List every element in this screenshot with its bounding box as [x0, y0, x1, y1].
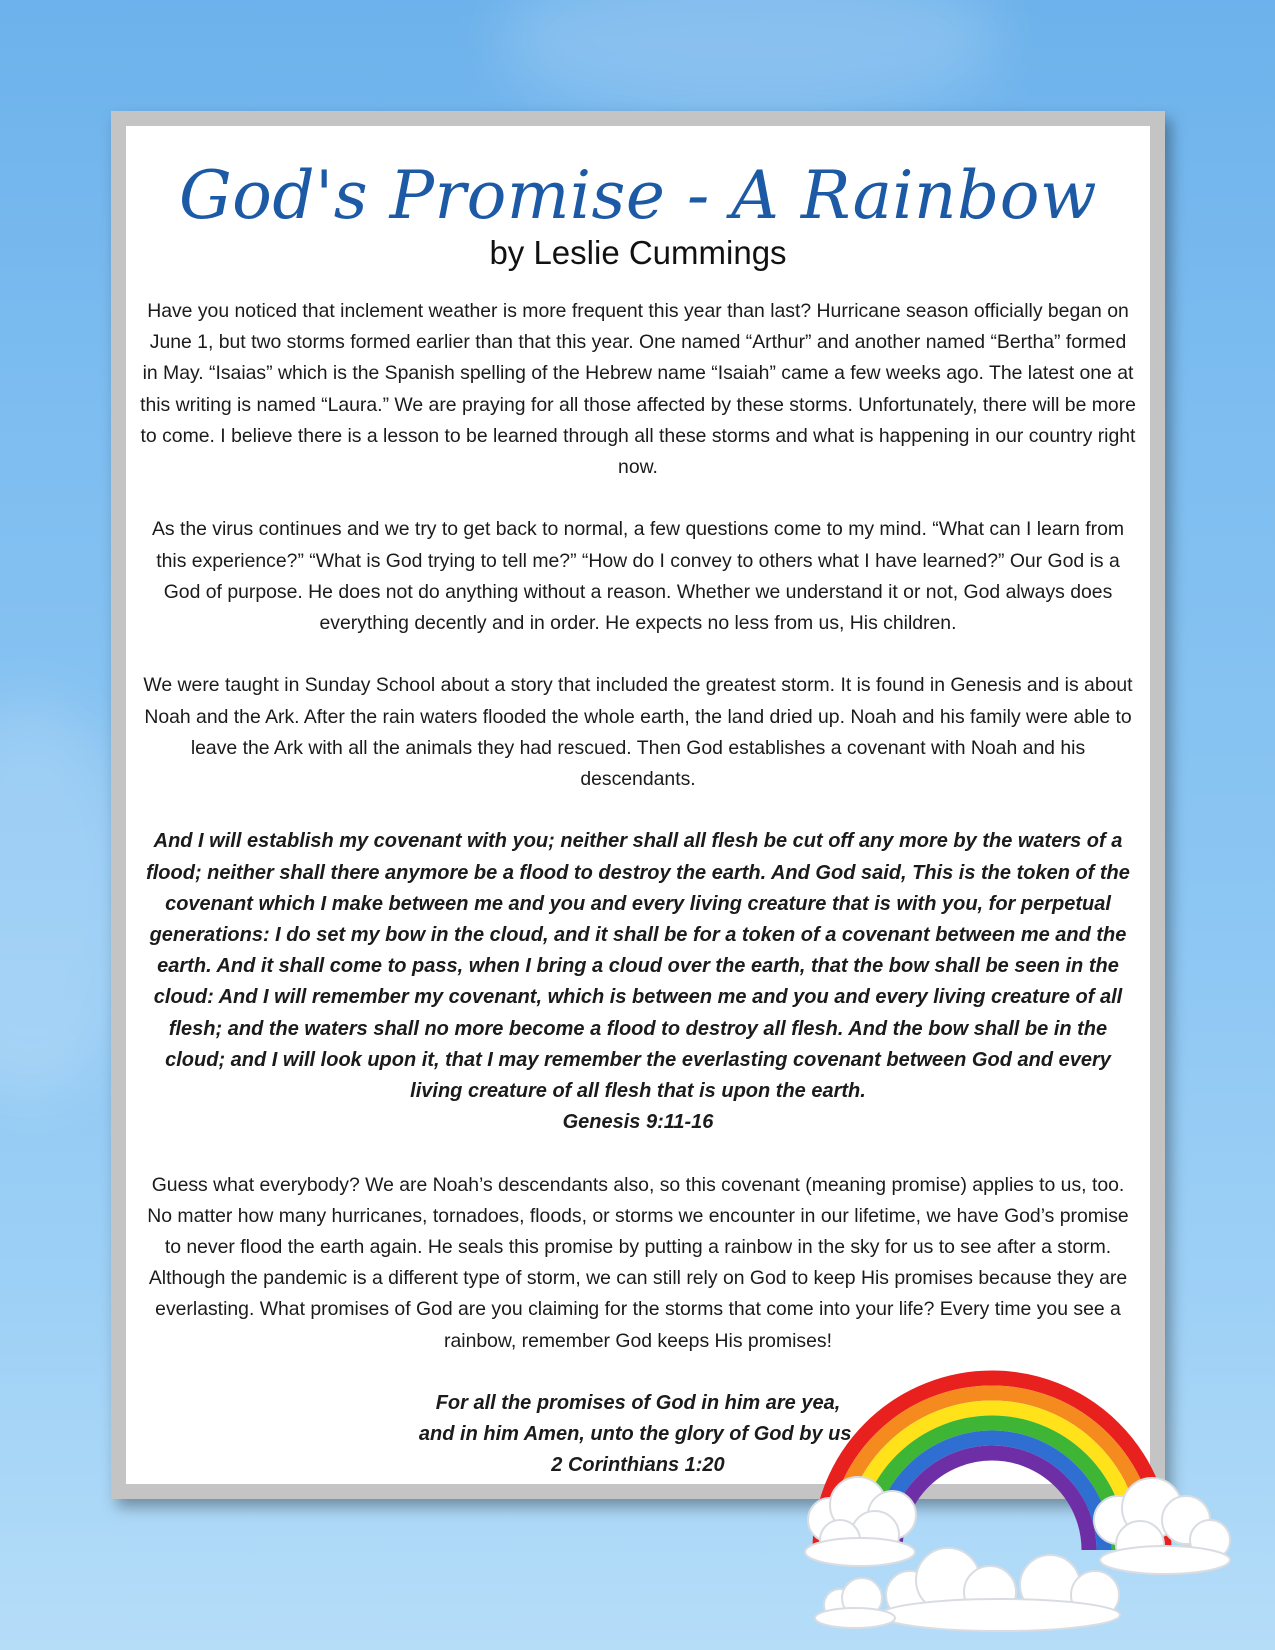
article-title: God's Promise - A Rainbow: [178, 157, 1098, 234]
rainbow-illustration: [800, 1340, 1275, 1650]
scripture-text: And I will establish my covenant with you; neither shall all flesh be cut off any more by the waters of a flood; neither shall there anymore be a flood to destroy the earth. And God said, This is the token of the covenant which I make between me and you and every living creature that is with you, for perpetual generations: I do set my bow in the cloud, and it shall be for a token of a covenant between me and the earth. And it shall come to pass, when I bring a cloud over the earth, that the bow shall be seen in the cloud: And I will remember my covenant, which is between me and you and every living creature of all flesh; and the waters shall no more become a flood to destroy all flesh. And the bow shall be in the cloud; and I will look upon it, that I may remember the everlasting covenant between God and every living creature of all flesh that is upon the earth.: [146, 830, 1130, 1103]
page-frame: [111, 111, 1165, 1499]
article-byline: by Leslie Cummings: [489, 234, 787, 271]
closing-verse-line-1: For all the promises of God in him are yea,: [435, 1392, 841, 1415]
paragraph-noah: We were taught in Sunday School about a story that included the greatest storm. It is found in Genesis and is about Noah and the Ark. After the rain waters flooded the whole earth, the land dried up. Noah and his family were able to leave the Ark with all the animals they had rescued. Then God establishes a covenant with Noah and his descendants.: [143, 674, 1133, 791]
paragraph-questions: As the virus continues and we try to get back to normal, a few questions come to my mind. “What can I learn from this experience?” “What is God trying to tell me?” “How do I convey to others what I have learned?” Our God is a God of purpose. He does not do anything without a reason. Whether we understand it or not, God always does everything decently and in order. He expects no less from us, His children.: [151, 518, 1125, 635]
paragraph-intro: Have you noticed that inclement weather is more frequent this year than last? Hurricane season officially began on June 1, but two storms formed earlier than that this year. One named “Arthur” and another named “Bertha” formed in May. “Isaias” which is the Spanish spelling of the Hebrew name “Isaiah” came a few weeks ago. The latest one at this writing is named “Laura.” We are praying for all those affected by these storms. Unfortunately, there will be more to come. I believe there is a lesson to be learned through all these storms and what is happening in our country right now.: [140, 300, 1136, 479]
article-paper: [126, 126, 1150, 1484]
scripture-quote: [140, 826, 1136, 1138]
sky-glow-top: [500, 0, 1000, 120]
closing-verse-line-2: and in him Amen, unto the glory of God by us.: [418, 1423, 858, 1446]
article-body: [140, 296, 1136, 1513]
scripture-reference: Genesis 9:11-16: [562, 1111, 714, 1134]
closing-verse-reference: 2 Corinthians 1:20: [551, 1454, 725, 1477]
paragraph-conclusion: Guess what everybody? We are Noah’s descendants also, so this covenant (meaning promise) applies to us, too. No matter how many hurricanes, tornadoes, floods, or storms we encounter in our lifetime, we have God’s promise to never flood the earth again. He seals this promise by putting a rainbow in the sky for us to see after a storm. Although the pandemic is a different type of storm, we can still rely on God to keep His promises because they are everlasting. What promises of God are you claiming for the storms that come into your life? Every time you see a rainbow, remember God keeps His promises!: [147, 1173, 1129, 1352]
